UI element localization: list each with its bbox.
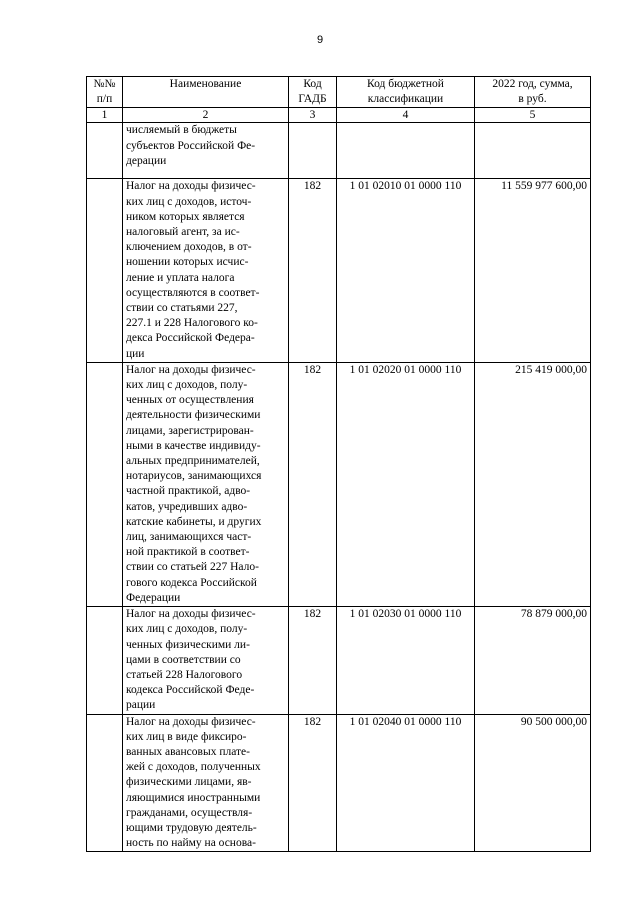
header-gadb-code: Код ГАДБ [289,77,337,108]
header-amount-2022: 2022 год, сумма, в руб. [475,77,591,108]
amount-cell [475,123,591,179]
amount-cell: 215 419 000,00 [475,362,591,606]
name-cell: Налог на доходы физичес- ких лиц с доходов, полу- ченных физическими ли- цами в соответствии со статьей 228 Налогового кодекса Российской Феде- рации [123,607,289,714]
column-number: 1 [87,108,123,123]
name-cell: Налог на доходы физичес- ких лиц в виде фиксиро- ванных авансовых плате- жей с доходов, полученных физическими лицами, яв- ляющимися иностранными гражданами, осуществля- ющими трудовую деятель- ность по найму на основа- [123,714,289,852]
column-number-row [87,108,591,123]
kbk-cell [337,123,475,179]
budget-revenue-table [86,76,591,852]
row-number-cell [87,123,123,179]
name-cell: числяемый в бюджеты субъектов Российской Фе- дерации [123,123,289,179]
row-number-cell [87,179,123,362]
name-cell: Налог на доходы физичес- ких лиц с доходов, полу- ченных от осуществления деятельности физическими лицами, зарегистрирован- ными в качестве индивиду- альных предпринимателей, нотариусов, занимающихся частной практикой, адво- катов, учредивших адво- катские кабинеты, и других лиц, занимающихся част- ной практикой в соответ- ствии со статьей 227 Нало- гового кодекса Российской Федерации [123,362,289,606]
amount-cell: 11 559 977 600,00 [475,179,591,362]
amount-cell: 90 500 000,00 [475,714,591,852]
amount-cell: 78 879 000,00 [475,607,591,714]
name-cell: Налог на доходы физичес- ких лиц с доходов, источ- ником которых является налоговый агент, за ис- ключением доходов, в от- ношении которых исчис- ление и уплата налога осуществляются в соответ- ствии со статьями 227, 227.1 и 228 Налогового ко- декса Российской Федера- ции [123,179,289,362]
row-number-cell [87,362,123,606]
kbk-cell: 1 01 02010 01 0000 110 [337,179,475,362]
gadb-cell: 182 [289,179,337,362]
column-number: 3 [289,108,337,123]
header-budget-classification-code: Код бюджетной классификации [337,77,475,108]
table-row [87,362,591,606]
kbk-cell: 1 01 02040 01 0000 110 [337,714,475,852]
table-row [87,179,591,362]
gadb-cell: 182 [289,607,337,714]
column-number: 5 [475,108,591,123]
table-header-row [87,77,591,108]
gadb-cell [289,123,337,179]
kbk-cell: 1 01 02030 01 0000 110 [337,607,475,714]
page-number: 9 [316,34,324,46]
kbk-cell: 1 01 02020 01 0000 110 [337,362,475,606]
row-number-cell [87,714,123,852]
table-row [87,714,591,852]
row-number-cell [87,607,123,714]
gadb-cell: 182 [289,714,337,852]
gadb-cell: 182 [289,362,337,606]
table-row [87,607,591,714]
header-row-number: №№ п/п [87,77,123,108]
column-number: 2 [123,108,289,123]
column-number: 4 [337,108,475,123]
table-row [87,123,591,179]
header-name: Наименование [123,77,289,108]
